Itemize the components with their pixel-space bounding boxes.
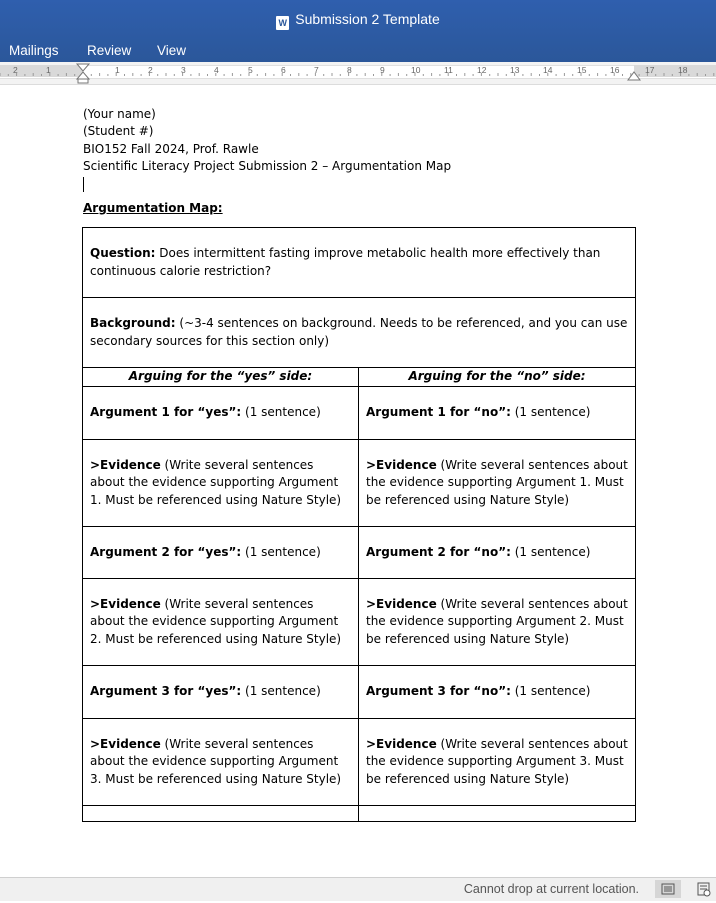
window-title-text: Submission 2 Template (295, 11, 440, 27)
no-argument-2-cell[interactable] (359, 527, 636, 579)
header-line-course: BIO152 Fall 2024, Prof. Rawle (83, 141, 259, 156)
header-line-project: Scientific Literacy Project Submission 2 – Argumentation Map (83, 159, 452, 174)
status-bar (0, 877, 716, 901)
no-evidence-1-cell[interactable] (359, 440, 636, 527)
yes-argument-label: Argument 1 for “yes”: (90, 405, 242, 420)
yes-argument-label: Argument 2 for “yes”: (90, 544, 242, 559)
ruler-number: 1 (46, 65, 51, 75)
web-layout-icon[interactable] (690, 880, 716, 898)
background-label: Background: (90, 316, 176, 331)
ruler-number: 11 (444, 65, 453, 75)
yes-argument-1-cell[interactable] (83, 387, 359, 440)
header-line-name: (Your name) (83, 107, 156, 121)
no-argument-label: Argument 2 for “no”: (366, 544, 511, 559)
status-message: Cannot drop at current location. (463, 882, 639, 896)
yes-side-header[interactable]: Arguing for the “yes” side: (83, 368, 359, 387)
yes-evidence-2-cell[interactable] (83, 579, 359, 666)
ruler-number: 9 (380, 65, 385, 75)
question-text: Does intermittent fasting improve metabolic health more effectively than continuous calorie restriction? (90, 246, 601, 278)
yes-argument-text: (1 sentence) (241, 544, 321, 559)
ruler-number: 7 (314, 65, 319, 75)
title-bar (0, 0, 716, 62)
ruler-number: 12 (477, 65, 487, 75)
section-heading: Argumentation Map: (83, 200, 223, 215)
no-evidence-label: >Evidence (366, 458, 437, 473)
ruler-number: 10 (411, 65, 421, 75)
no-argument-label: Argument 3 for “no”: (366, 684, 511, 699)
no-argument-text: (1 sentence) (510, 684, 591, 699)
no-evidence-3-cell[interactable] (359, 719, 636, 806)
ruler-number: 8 (347, 65, 352, 75)
no-argument-text: (1 sentence) (510, 405, 591, 420)
ruler-number: 15 (577, 65, 587, 75)
question-cell[interactable] (83, 228, 636, 298)
window-title (0, 11, 716, 30)
word-doc-icon: W (276, 16, 289, 30)
no-argument-text: (1 sentence) (510, 544, 591, 559)
ruler-number: 6 (281, 65, 286, 75)
print-layout-icon[interactable] (655, 880, 681, 898)
no-evidence-label: >Evidence (366, 737, 437, 752)
text-cursor (83, 177, 84, 192)
no-evidence-text: (Write several sentences about the evidence supporting Argument 1. Must be referenced using Nature Style) (366, 458, 628, 507)
header-line-student: (Student #) (83, 124, 154, 139)
ruler-number: 17 (645, 65, 655, 75)
no-evidence-text: (Write several sentences about the evidence supporting Argument 3. Must be referenced using Nature Style) (366, 737, 628, 786)
yes-argument-2-cell[interactable] (83, 527, 359, 579)
no-argument-label: Argument 1 for “no”: (366, 405, 511, 420)
text-cursor-line (83, 176, 643, 193)
ruler-number: 13 (510, 65, 520, 75)
ruler-number: 4 (214, 65, 219, 75)
empty-no-cell[interactable] (359, 806, 636, 822)
document-body[interactable] (83, 106, 643, 217)
ruler-number: 3 (181, 65, 186, 75)
background-text: (~3-4 sentences on background. Needs to be referenced, and you can use secondary sources for this section only) (90, 316, 628, 348)
ruler-ticks (0, 65, 716, 77)
ruler-number: 5 (248, 65, 253, 75)
first-line-indent-marker[interactable] (76, 62, 90, 84)
no-side-header[interactable]: Arguing for the “no” side: (359, 368, 636, 387)
yes-evidence-text: (Write several sentences about the evidence supporting Argument 1. Must be referenced using Nature Style) (90, 458, 342, 507)
yes-argument-label: Argument 3 for “yes”: (90, 684, 242, 699)
ruler-number: 14 (543, 65, 553, 75)
yes-evidence-text: (Write several sentences about the evidence supporting Argument 3. Must be referenced using Nature Style) (90, 737, 342, 786)
yes-evidence-label: >Evidence (90, 458, 161, 473)
ruler-number: 18 (678, 65, 688, 75)
empty-yes-cell[interactable] (83, 806, 359, 822)
ruler-number: 1 (115, 65, 120, 75)
ruler-number: 2 (13, 65, 18, 75)
tab-mailings[interactable]: Mailings (9, 43, 59, 58)
argumentation-table (82, 227, 636, 822)
ruler-number: 16 (610, 65, 620, 75)
yes-argument-text: (1 sentence) (241, 684, 321, 699)
no-evidence-2-cell[interactable] (359, 579, 636, 666)
background-cell[interactable] (83, 298, 636, 368)
tab-view[interactable]: View (157, 43, 187, 58)
yes-evidence-text: (Write several sentences about the evidence supporting Argument 2. Must be referenced using Nature Style) (90, 597, 342, 646)
yes-argument-text: (1 sentence) (241, 405, 321, 420)
yes-evidence-label: >Evidence (90, 597, 161, 612)
horizontal-ruler[interactable] (0, 62, 716, 85)
no-evidence-text: (Write several sentences about the evidence supporting Argument 2. Must be referenced using Nature Style) (366, 597, 628, 646)
yes-evidence-3-cell[interactable] (83, 719, 359, 806)
right-indent-marker[interactable] (627, 70, 641, 82)
yes-evidence-1-cell[interactable] (83, 440, 359, 527)
no-argument-1-cell[interactable] (359, 387, 636, 440)
tab-review[interactable]: Review (87, 43, 132, 58)
yes-argument-3-cell[interactable] (83, 666, 359, 719)
no-argument-3-cell[interactable] (359, 666, 636, 719)
ruler-number: 2 (148, 65, 153, 75)
question-label: Question: (90, 246, 156, 261)
yes-evidence-label: >Evidence (90, 737, 161, 752)
no-evidence-label: >Evidence (366, 597, 437, 612)
